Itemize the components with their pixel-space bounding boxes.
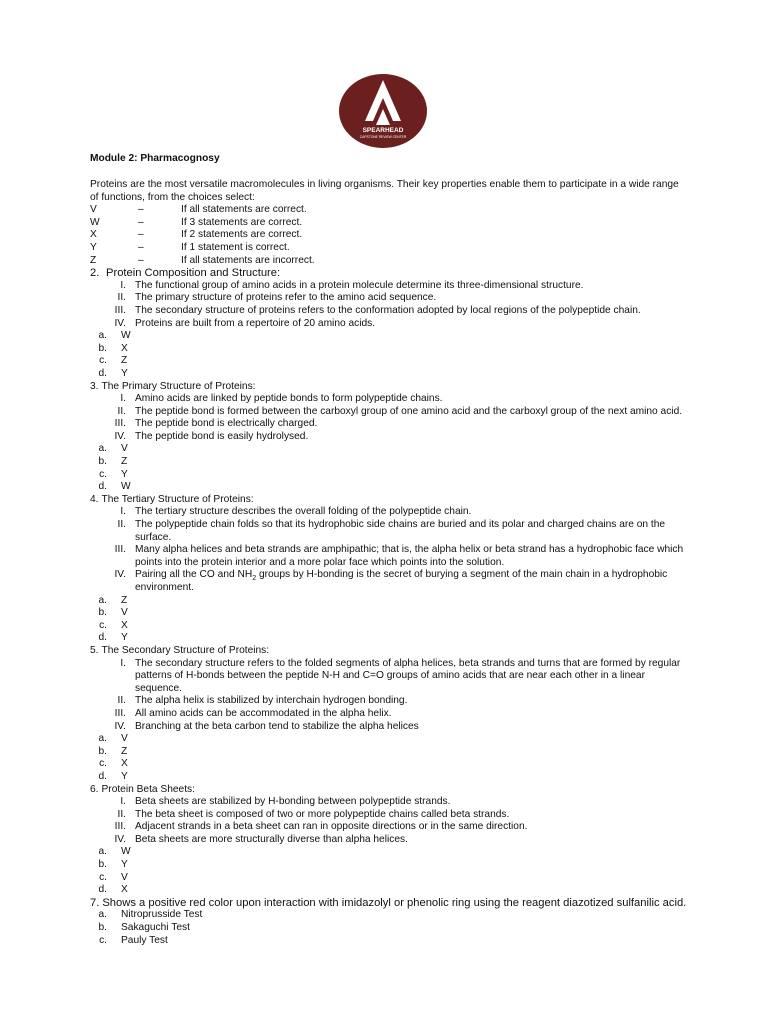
module-title: Module 2: Pharmacognosy bbox=[90, 153, 220, 164]
option-text: Y bbox=[121, 859, 128, 871]
statement-text-part: groups by H-bonding is the secret of burying a segment of the main chain in a hydrophobic environment. bbox=[135, 569, 668, 593]
answer-option[interactable] bbox=[90, 746, 690, 759]
legend-row bbox=[90, 229, 690, 242]
option-letter: b. bbox=[98, 922, 107, 934]
question-number: 6. bbox=[90, 783, 99, 795]
legend-row bbox=[90, 255, 690, 268]
option-text: Sakaguchi Test bbox=[121, 922, 190, 934]
legend-desc: If 1 statement is correct. bbox=[181, 241, 290, 253]
statement-numeral: I. bbox=[120, 393, 126, 405]
option-letter: b. bbox=[98, 859, 107, 871]
option-text: Z bbox=[121, 456, 128, 468]
statement-text: Adjacent strands in a beta sheet can ran in opposite directions or in the same direction. bbox=[135, 821, 528, 833]
option-text: Z bbox=[121, 745, 128, 757]
legend-desc: If all statements are incorrect. bbox=[181, 254, 315, 266]
statement-text: The peptide bond is easily hydrolysed. bbox=[135, 430, 309, 442]
statement-text: The beta sheet is composed of two or more polypeptide chains called beta strands. bbox=[135, 808, 510, 820]
question-3 bbox=[90, 381, 690, 494]
option-letter: c. bbox=[99, 619, 107, 631]
answer-option[interactable] bbox=[90, 859, 690, 872]
question-heading bbox=[90, 897, 690, 910]
answer-option[interactable] bbox=[90, 758, 690, 771]
question-4 bbox=[90, 494, 690, 645]
statement-text: Proteins are built from a repertoire of 20 amino acids. bbox=[135, 317, 376, 329]
option-letter: c. bbox=[99, 934, 107, 946]
statement bbox=[90, 318, 690, 331]
question-number: 2. bbox=[90, 267, 100, 280]
option-text: Y bbox=[121, 367, 128, 379]
answer-option[interactable] bbox=[90, 456, 690, 469]
legend-desc: If all statements are correct. bbox=[181, 204, 307, 216]
question-number: 7. bbox=[90, 896, 100, 909]
statement-numeral: IV. bbox=[114, 833, 126, 845]
statement-text: The functional group of amino acids in a protein molecule determine its three-dimensional structure. bbox=[135, 279, 584, 291]
answer-option[interactable] bbox=[90, 595, 690, 608]
statement-text: The peptide bond is electrically charged. bbox=[135, 418, 318, 430]
question-heading bbox=[90, 381, 690, 394]
answer-option[interactable] bbox=[90, 620, 690, 633]
statement-numeral: II. bbox=[117, 695, 126, 707]
statement-numeral: II. bbox=[117, 292, 126, 304]
statement bbox=[90, 506, 690, 519]
legend-dash: – bbox=[138, 254, 144, 266]
statement-text: All amino acids can be accommodated in the alpha helix. bbox=[135, 707, 392, 719]
statement bbox=[90, 658, 690, 696]
statement-numeral: I. bbox=[120, 279, 126, 291]
statement-text: The alpha helix is stabilized by interchain hydrogen bonding. bbox=[135, 695, 408, 707]
answer-option[interactable] bbox=[90, 909, 690, 922]
statement bbox=[90, 569, 690, 594]
option-text: W bbox=[121, 481, 131, 493]
statement-numeral: III. bbox=[114, 418, 126, 430]
option-text: V bbox=[121, 443, 128, 455]
statement bbox=[90, 821, 690, 834]
legend-dash: – bbox=[138, 229, 144, 241]
legend-key: Z bbox=[90, 254, 97, 266]
question-heading bbox=[90, 494, 690, 507]
answer-option[interactable] bbox=[90, 922, 690, 935]
spearhead-logo bbox=[338, 73, 428, 149]
statement bbox=[90, 292, 690, 305]
statement-text: Beta sheets are stabilized by H-bonding between polypeptide strands. bbox=[135, 796, 451, 808]
answer-option[interactable] bbox=[90, 368, 690, 381]
option-letter: d. bbox=[98, 632, 107, 644]
statement-numeral: IV. bbox=[114, 720, 126, 732]
option-text: V bbox=[121, 733, 128, 745]
question-title: The Primary Structure of Proteins: bbox=[101, 380, 256, 392]
question-title: Protein Composition and Structure: bbox=[106, 267, 281, 280]
answer-option[interactable] bbox=[90, 607, 690, 620]
option-letter: a. bbox=[98, 594, 107, 606]
question-title: The Secondary Structure of Proteins: bbox=[101, 644, 270, 656]
legend-desc: If 2 statements are correct. bbox=[181, 229, 303, 241]
option-text: X bbox=[121, 342, 128, 354]
statement bbox=[90, 305, 690, 318]
statement-numeral: III. bbox=[114, 707, 126, 719]
question-number: 4. bbox=[90, 493, 99, 505]
option-letter: d. bbox=[98, 884, 107, 896]
option-letter: a. bbox=[98, 733, 107, 745]
answer-option[interactable] bbox=[90, 469, 690, 482]
statement bbox=[90, 280, 690, 293]
option-letter: d. bbox=[98, 367, 107, 379]
legend-desc: If 3 statements are correct. bbox=[181, 216, 303, 228]
legend-dash: – bbox=[138, 216, 144, 228]
legend-row bbox=[90, 242, 690, 255]
legend-dash: – bbox=[138, 241, 144, 253]
statement-numeral: I. bbox=[120, 796, 126, 808]
legend-key: W bbox=[90, 216, 100, 228]
statement-text-part: Pairing all the CO and NH bbox=[135, 569, 253, 581]
option-letter: a. bbox=[98, 846, 107, 858]
intro-paragraph: Proteins are the most versatile macromolecules in living organisms. Their key properties enable them to participate in a wide range of functions, from the choices select: bbox=[90, 179, 679, 203]
question-number: 5. bbox=[90, 644, 99, 656]
option-text: Nitroprusside Test bbox=[121, 909, 203, 921]
question-7 bbox=[90, 897, 690, 947]
statement-text: The tertiary structure describes the overall folding of the polypeptide chain. bbox=[135, 506, 472, 518]
question-heading bbox=[90, 267, 690, 280]
statement-text: The polypeptide chain folds so that its hydrophobic side chains are buried and its polar and charged chains are on the surface. bbox=[135, 519, 666, 543]
statement bbox=[90, 721, 690, 734]
statement bbox=[90, 519, 690, 544]
legend-key: V bbox=[90, 204, 97, 216]
answer-option[interactable] bbox=[90, 872, 690, 885]
statement bbox=[90, 431, 690, 444]
question-5 bbox=[90, 645, 690, 784]
legend-row bbox=[90, 217, 690, 230]
statement-text: The primary structure of proteins refer to the amino acid sequence. bbox=[135, 292, 437, 304]
option-text: X bbox=[121, 758, 128, 770]
option-text: X bbox=[121, 619, 128, 631]
statement-text: The peptide bond is formed between the carboxyl group of one amino acid and the carboxyl group of the next amino acid. bbox=[135, 405, 683, 417]
option-letter: c. bbox=[99, 355, 107, 367]
option-text: W bbox=[121, 846, 131, 858]
option-text: Y bbox=[121, 770, 128, 782]
statement bbox=[90, 393, 690, 406]
answer-option[interactable] bbox=[90, 771, 690, 784]
answer-option[interactable] bbox=[90, 343, 690, 356]
statement-numeral: IV. bbox=[114, 317, 126, 329]
statement-numeral: II. bbox=[117, 519, 126, 531]
statement bbox=[90, 544, 690, 569]
option-letter: b. bbox=[98, 342, 107, 354]
question-heading bbox=[90, 645, 690, 658]
option-letter: d. bbox=[98, 770, 107, 782]
statement bbox=[90, 834, 690, 847]
option-letter: b. bbox=[98, 745, 107, 757]
option-text: Y bbox=[121, 632, 128, 644]
statement-text: The secondary structure refers to the folded segments of alpha helices, beta strands and turns that are formed by regular patterns of H-bonds between the peptide N-H and C=O groups of amino acids that are near each other in a linear sequence. bbox=[135, 657, 681, 694]
option-letter: a. bbox=[98, 443, 107, 455]
option-text: Z bbox=[121, 355, 128, 367]
answer-option[interactable] bbox=[90, 935, 690, 948]
statement-numeral: I. bbox=[120, 506, 126, 518]
option-letter: a. bbox=[98, 909, 107, 921]
legend-row bbox=[90, 204, 690, 217]
option-text: Pauly Test bbox=[121, 934, 168, 946]
statement bbox=[90, 796, 690, 809]
statement bbox=[90, 418, 690, 431]
option-letter: d. bbox=[98, 481, 107, 493]
question-title: Protein Beta Sheets: bbox=[101, 783, 195, 795]
answer-option[interactable] bbox=[90, 884, 690, 897]
question-2 bbox=[90, 267, 690, 380]
statement-numeral: IV. bbox=[114, 569, 126, 581]
option-text: V bbox=[121, 871, 128, 883]
statement-numeral: II. bbox=[117, 808, 126, 820]
logo-tagline: CAPSTONE REVIEW CENTER bbox=[359, 135, 407, 139]
statement-text: Beta sheets are more structurally diverse than alpha helices. bbox=[135, 833, 408, 845]
answer-legend bbox=[90, 204, 690, 267]
option-letter: b. bbox=[98, 456, 107, 468]
statement-numeral: III. bbox=[114, 304, 126, 316]
question-number: 3. bbox=[90, 380, 99, 392]
option-letter: a. bbox=[98, 330, 107, 342]
option-letter: c. bbox=[99, 871, 107, 883]
statement bbox=[90, 809, 690, 822]
option-letter: c. bbox=[99, 468, 107, 480]
answer-option[interactable] bbox=[90, 355, 690, 368]
statement-text: Amino acids are linked by peptide bonds to form polypeptide chains. bbox=[135, 393, 443, 405]
question-title: The Tertiary Structure of Proteins: bbox=[101, 493, 254, 505]
statement-numeral: I. bbox=[120, 657, 126, 669]
statement-numeral: III. bbox=[114, 544, 126, 556]
subscript: 2 bbox=[252, 575, 257, 583]
option-text: V bbox=[121, 607, 128, 619]
option-letter: b. bbox=[98, 607, 107, 619]
question-heading bbox=[90, 784, 690, 797]
option-text: Z bbox=[121, 594, 128, 606]
answer-option[interactable] bbox=[90, 846, 690, 859]
statement-numeral: II. bbox=[117, 405, 126, 417]
question-title: Shows a positive red color upon interaction with imidazolyl or phenolic ring using the reagent diazotized sulfanilic acid. bbox=[102, 896, 687, 909]
statement-text: Branching at the beta carbon tend to stabilize the alpha helices bbox=[135, 720, 419, 732]
statement-numeral: III. bbox=[114, 821, 126, 833]
answer-option[interactable] bbox=[90, 330, 690, 343]
legend-key: Y bbox=[90, 241, 97, 253]
question-6 bbox=[90, 784, 690, 897]
answer-option[interactable] bbox=[90, 632, 690, 645]
logo-name: SPEARHEAD bbox=[362, 127, 404, 134]
legend-key: X bbox=[90, 229, 97, 241]
statement bbox=[90, 406, 690, 419]
statement-text bbox=[135, 569, 690, 594]
document-page bbox=[90, 153, 690, 947]
legend-dash: – bbox=[138, 204, 144, 216]
answer-option[interactable] bbox=[90, 481, 690, 494]
answer-option[interactable] bbox=[90, 733, 690, 746]
statement-text: The secondary structure of proteins refers to the conformation adopted by local regions of the polypeptide chain. bbox=[135, 304, 641, 316]
answer-option[interactable] bbox=[90, 443, 690, 456]
option-text: X bbox=[121, 884, 128, 896]
statement-text: Many alpha helices and beta strands are amphipathic; that is, the alpha helix or beta strand has a hydrophobic face which points into the protein interior and a more polar face which points into the solution. bbox=[135, 544, 684, 568]
statement bbox=[90, 708, 690, 721]
statement bbox=[90, 695, 690, 708]
option-text: W bbox=[121, 330, 131, 342]
option-text: Y bbox=[121, 468, 128, 480]
option-letter: c. bbox=[99, 758, 107, 770]
statement-numeral: IV. bbox=[114, 430, 126, 442]
logo-emblem-icon bbox=[338, 73, 428, 149]
